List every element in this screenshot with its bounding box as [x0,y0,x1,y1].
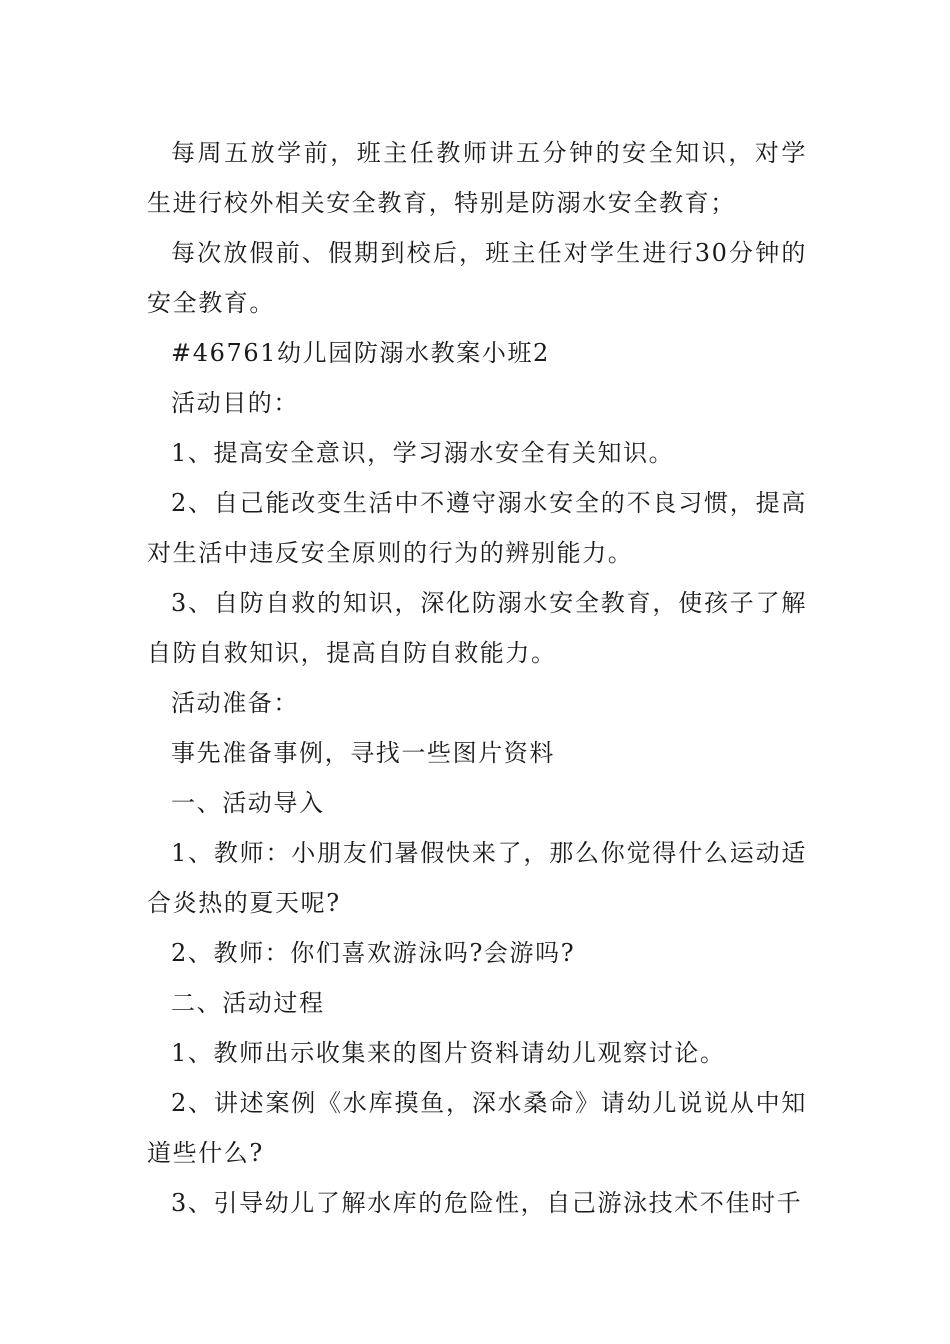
intro-item-1: 1、教师：小朋友们暑假快来了，那么你觉得什么运动适合炎热的夏天呢? [147,839,807,917]
goal-item-3: 3、自防自救的知识，深化防溺水安全教育，使孩子了解自防自救知识，提高自防自救能力。 [147,589,807,667]
document-body [147,128,807,1228]
process-item-1: 1、教师出示收集来的图片资料请幼儿观察讨论。 [171,1039,726,1067]
process-item-2: 2、讲述案例《水库摸鱼，深水桑命》请幼儿说说从中知道些什么? [147,1089,807,1167]
lesson-plan-title: #46761幼儿园防溺水教案小班2 [171,339,550,367]
section-heading-intro: 一、活动导入 [171,789,325,817]
paragraph-safety-holiday: 每次放假前、假期到校后，班主任对学生进行30分钟的安全教育。 [147,239,807,317]
section-heading-preparation: 活动准备： [171,689,299,717]
process-item-3: 3、引导幼儿了解水库的危险性，自己游泳技术不佳时千 [171,1189,803,1217]
goal-item-2: 2、自己能改变生活中不遵守溺水安全的不良习惯，提高对生活中违反安全原则的行为的辨别能力。 [147,489,807,567]
paragraph-safety-weekly: 每周五放学前，班主任教师讲五分钟的安全知识，对学生进行校外相关安全教育，特别是防溺水安全教育； [147,139,807,217]
intro-item-2: 2、教师：你们喜欢游泳吗?会游吗? [171,939,576,967]
section-heading-process: 二、活动过程 [171,989,325,1017]
goal-item-1: 1、提高安全意识，学习溺水安全有关知识。 [171,439,675,467]
section-heading-goals: 活动目的： [171,389,299,417]
preparation-text: 事先准备事例，寻找一些图片资料 [171,739,555,767]
